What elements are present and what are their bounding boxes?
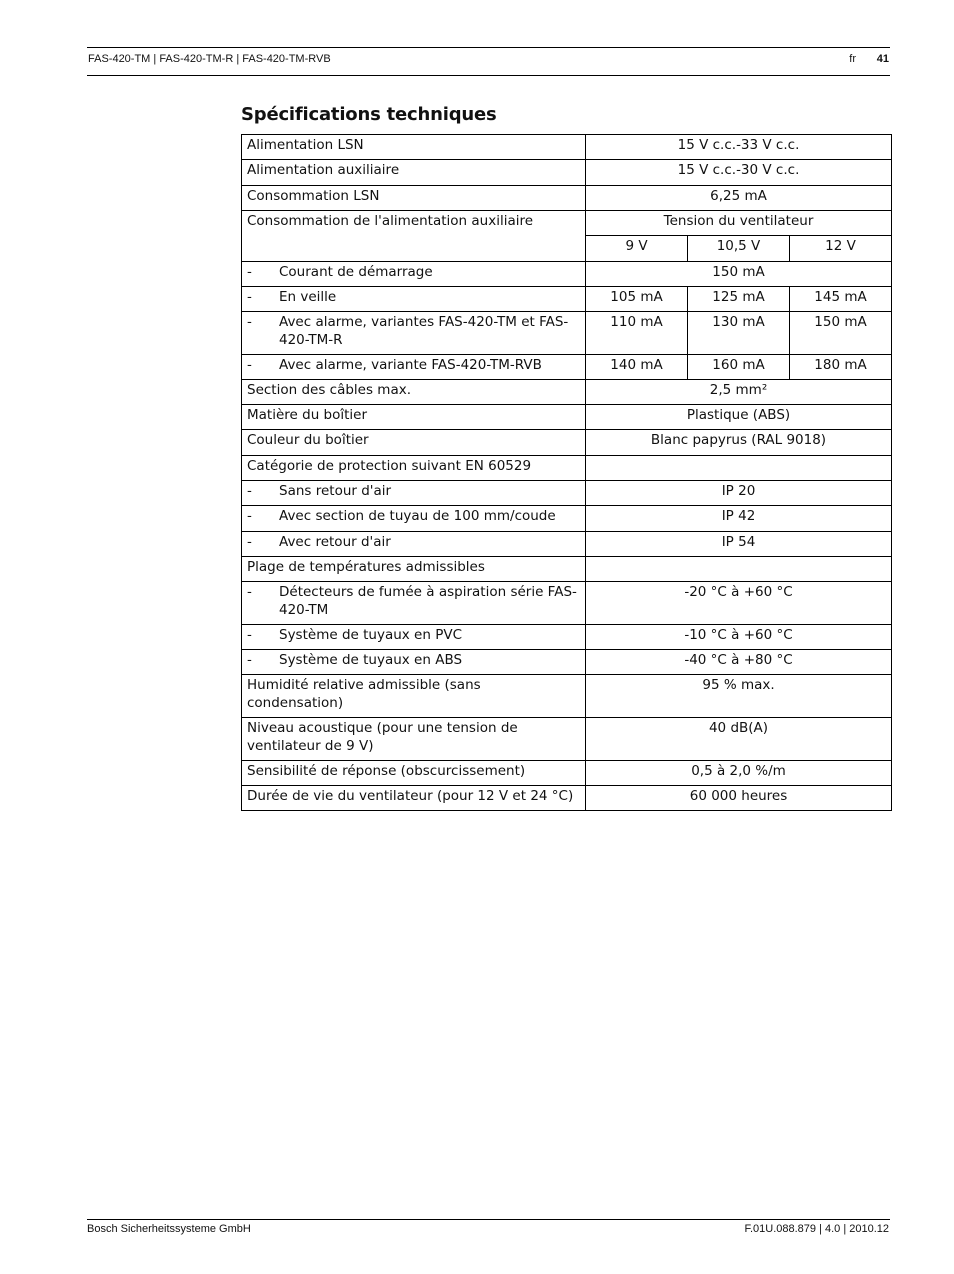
table-row bbox=[242, 650, 892, 675]
row-value: 150 mA bbox=[790, 312, 892, 355]
header-product: FAS-420-TM | FAS-420-TM-R | FAS-420-TM-RVB bbox=[88, 53, 331, 65]
table-row bbox=[242, 761, 892, 786]
bullet-dash: - bbox=[247, 314, 252, 330]
header-language: fr bbox=[849, 53, 856, 65]
row-label: Humidité relative admissible (sans condensation) bbox=[242, 675, 586, 718]
section-title: Spécifications techniques bbox=[241, 104, 497, 125]
row-value: -10 °C à +60 °C bbox=[586, 625, 892, 650]
row-label-sub bbox=[242, 481, 586, 506]
row-value: 140 mA bbox=[586, 355, 688, 380]
footer-doc-number: F.01U.088.879 | 4.0 | 2010.12 bbox=[744, 1223, 889, 1235]
row-label: Durée de vie du ventilateur (pour 12 V et 24 °C) bbox=[242, 786, 586, 811]
table-row bbox=[242, 405, 892, 430]
table-row bbox=[242, 557, 892, 582]
table-row bbox=[242, 287, 892, 312]
row-value: 40 dB(A) bbox=[586, 718, 892, 761]
table-row bbox=[242, 135, 892, 160]
bullet-dash: - bbox=[247, 264, 252, 280]
table-row bbox=[242, 625, 892, 650]
row-label: Avec section de tuyau de 100 mm/coude bbox=[279, 508, 556, 524]
table-row bbox=[242, 355, 892, 380]
voltage-col: 10,5 V bbox=[688, 236, 790, 262]
row-value: 180 mA bbox=[790, 355, 892, 380]
bullet-dash: - bbox=[247, 652, 252, 668]
row-label-sub bbox=[242, 625, 586, 650]
header-page-number: 41 bbox=[876, 53, 889, 65]
row-value: 125 mA bbox=[688, 287, 790, 312]
row-label: Couleur du boîtier bbox=[242, 430, 586, 456]
row-label: Avec alarme, variante FAS-420-TM-RVB bbox=[279, 357, 542, 373]
row-value: 150 mA bbox=[586, 262, 892, 287]
row-label: Avec retour d'air bbox=[279, 534, 391, 550]
row-value: -20 °C à +60 °C bbox=[586, 582, 892, 625]
row-label: Avec alarme, variantes FAS-420-TM et FAS-420-TM-R bbox=[279, 314, 569, 348]
table-row bbox=[242, 481, 892, 506]
footer-company: Bosch Sicherheitssysteme GmbH bbox=[87, 1223, 251, 1235]
row-label: Plage de températures admissibles bbox=[242, 557, 586, 582]
row-label: Courant de démarrage bbox=[279, 264, 433, 280]
row-label: Sans retour d'air bbox=[279, 483, 392, 499]
row-label: Catégorie de protection suivant EN 60529 bbox=[242, 456, 586, 481]
fan-voltage-header: Tension du ventilateur bbox=[586, 211, 892, 236]
bullet-dash: - bbox=[247, 289, 252, 305]
row-value: 60 000 heures bbox=[586, 786, 892, 811]
row-label: Système de tuyaux en ABS bbox=[279, 652, 463, 668]
row-label-sub bbox=[242, 287, 586, 312]
row-value: IP 20 bbox=[586, 481, 892, 506]
voltage-col: 12 V bbox=[790, 236, 892, 262]
table-row bbox=[242, 380, 892, 405]
row-value: 110 mA bbox=[586, 312, 688, 355]
row-value: 15 V c.c.-33 V c.c. bbox=[586, 135, 892, 160]
row-value: -40 °C à +80 °C bbox=[586, 650, 892, 675]
row-label: Consommation LSN bbox=[242, 186, 586, 211]
bullet-dash: - bbox=[247, 584, 252, 600]
row-value: IP 42 bbox=[586, 506, 892, 532]
row-value: 160 mA bbox=[688, 355, 790, 380]
table-row bbox=[242, 211, 892, 236]
bullet-dash: - bbox=[247, 483, 252, 499]
row-label: Détecteurs de fumée à aspiration série FAS-420-TM bbox=[279, 584, 577, 618]
row-value: 130 mA bbox=[688, 312, 790, 355]
row-label: Alimentation auxiliaire bbox=[242, 160, 586, 186]
table-row bbox=[242, 582, 892, 625]
row-label: Niveau acoustique (pour une tension de ventilateur de 9 V) bbox=[242, 718, 586, 761]
row-label-sub bbox=[242, 312, 586, 355]
table-row bbox=[242, 262, 892, 287]
table-row bbox=[242, 506, 892, 532]
row-value: 145 mA bbox=[790, 287, 892, 312]
row-value: 6,25 mA bbox=[586, 186, 892, 211]
bullet-dash: - bbox=[247, 627, 252, 643]
row-value: 105 mA bbox=[586, 287, 688, 312]
table-row bbox=[242, 312, 892, 355]
row-label: En veille bbox=[279, 289, 337, 305]
row-value: IP 54 bbox=[586, 532, 892, 557]
row-label-sub bbox=[242, 506, 586, 532]
table-row bbox=[242, 160, 892, 186]
row-value: 15 V c.c.-30 V c.c. bbox=[586, 160, 892, 186]
row-label-sub bbox=[242, 650, 586, 675]
spec-table bbox=[241, 134, 892, 811]
row-label: Matière du boîtier bbox=[242, 405, 586, 430]
page-footer bbox=[87, 1219, 890, 1235]
row-label-sub bbox=[242, 262, 586, 287]
row-value: 95 % max. bbox=[586, 675, 892, 718]
row-label: Système de tuyaux en PVC bbox=[279, 627, 463, 643]
row-value: Blanc papyrus (RAL 9018) bbox=[586, 430, 892, 456]
bullet-dash: - bbox=[247, 534, 252, 550]
row-label: Sensibilité de réponse (obscurcissement) bbox=[242, 761, 586, 786]
row-value: 0,5 à 2,0 %/m bbox=[586, 761, 892, 786]
table-row bbox=[242, 456, 892, 481]
row-label-sub bbox=[242, 355, 586, 380]
row-value bbox=[586, 557, 892, 582]
page-header bbox=[87, 47, 890, 76]
table-row bbox=[242, 186, 892, 211]
row-label: Alimentation LSN bbox=[242, 135, 586, 160]
table-row bbox=[242, 532, 892, 557]
row-label: Consommation de l'alimentation auxiliaire bbox=[242, 211, 586, 262]
row-label-sub bbox=[242, 582, 586, 625]
row-value: 2,5 mm² bbox=[586, 380, 892, 405]
table-row bbox=[242, 675, 892, 718]
row-value bbox=[586, 456, 892, 481]
bullet-dash: - bbox=[247, 508, 252, 524]
table-row bbox=[242, 786, 892, 811]
row-label-sub bbox=[242, 532, 586, 557]
row-value: Plastique (ABS) bbox=[586, 405, 892, 430]
voltage-col: 9 V bbox=[586, 236, 688, 262]
bullet-dash: - bbox=[247, 357, 252, 373]
row-label: Section des câbles max. bbox=[242, 380, 586, 405]
table-row bbox=[242, 430, 892, 456]
table-row bbox=[242, 718, 892, 761]
